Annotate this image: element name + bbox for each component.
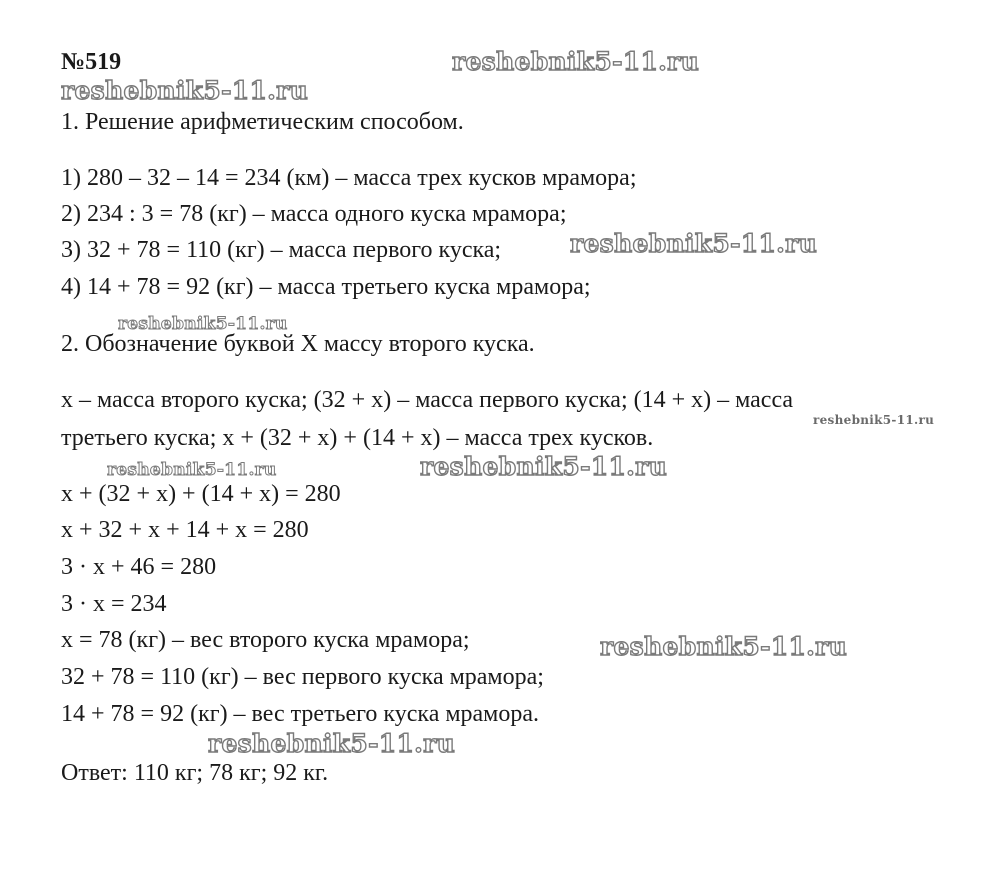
watermark-text: reshebnik5-11.ru	[452, 47, 700, 76]
section1-step-2: 2) 234 : 3 = 78 (кг) – масса одного куска мрамора;	[61, 201, 567, 227]
section2-heading: 2. Обозначение буквой X массу второго куска.	[61, 331, 535, 357]
equation-6: 32 + 78 = 110 (кг) – вес первого куска мрамора;	[61, 664, 544, 690]
watermark-text: reshebnik5-11.ru	[813, 413, 935, 427]
equation-5: x = 78 (кг) – вес второго куска мрамора;	[61, 627, 470, 653]
watermark-text: reshebnik5-11.ru	[118, 314, 288, 334]
watermark-text: reshebnik5-11.ru	[570, 229, 818, 258]
section1-heading: 1. Решение арифметическим способом.	[61, 109, 464, 135]
equation-2: x + 32 + x + 14 + x = 280	[61, 517, 309, 543]
equation-3: 3 · x + 46 = 280	[61, 554, 217, 580]
watermark-text: reshebnik5-11.ru	[107, 460, 277, 480]
watermark-text: reshebnik5-11.ru	[61, 76, 309, 105]
section1-step-4: 4) 14 + 78 = 92 (кг) – масса третьего куска мрамора;	[61, 274, 591, 300]
section2-description-line-2: третьего куска; x + (32 + x) + (14 + x) – масса трех кусков.	[61, 425, 654, 451]
watermark-text: reshebnik5-11.ru	[208, 729, 456, 758]
watermark-text: reshebnik5-11.ru	[600, 632, 848, 661]
equation-7: 14 + 78 = 92 (кг) – вес третьего куска мрамора.	[61, 701, 540, 727]
answer: Ответ: 110 кг; 78 кг; 92 кг.	[61, 760, 329, 786]
problem-number: №519	[61, 49, 122, 75]
watermark-text: reshebnik5-11.ru	[420, 452, 668, 481]
equation-1: x + (32 + x) + (14 + x) = 280	[61, 481, 341, 507]
section1-step-3: 3) 32 + 78 = 110 (кг) – масса первого куска;	[61, 237, 502, 263]
equation-4: 3 · x = 234	[61, 591, 167, 617]
section2-description-line-1: x – масса второго куска; (32 + x) – масса первого куска; (14 + x) – масса	[61, 387, 794, 413]
section1-step-1: 1) 280 – 32 – 14 = 234 (км) – масса трех кусков мрамора;	[61, 165, 637, 191]
